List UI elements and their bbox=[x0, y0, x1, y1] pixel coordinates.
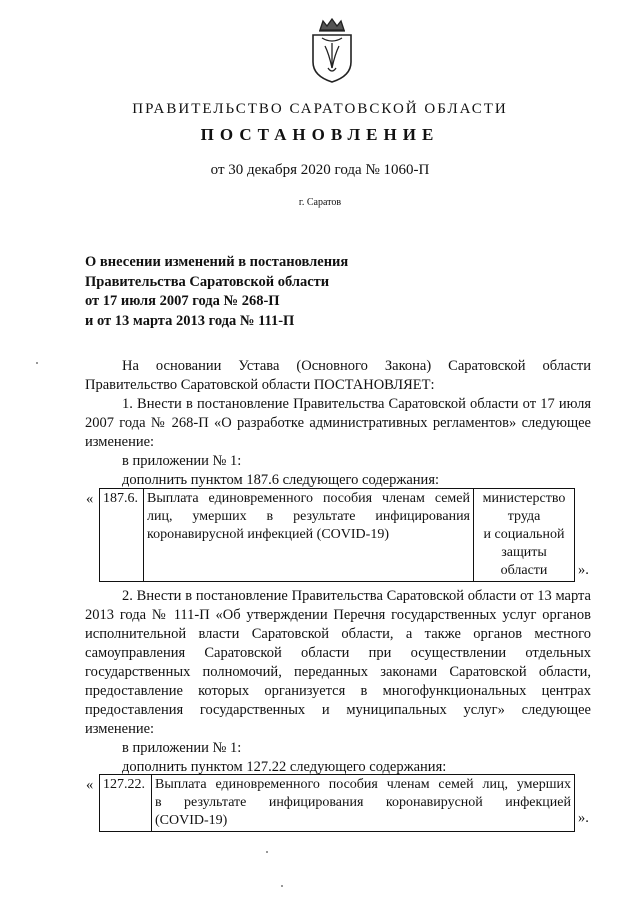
item2-line: 2. Внести в постановление Правительства Саратовской области от 13 марта bbox=[122, 588, 591, 604]
document-type: ПОСТАНОВЛЕНИЕ bbox=[200, 125, 440, 144]
coat-of-arms-emblem bbox=[305, 16, 359, 84]
item1-line: дополнить пунктом 187.6 следующего содержания: bbox=[122, 472, 440, 488]
date-and-number: от 30 декабря 2020 года № 1060-П bbox=[210, 162, 430, 178]
table-cell-service bbox=[152, 775, 575, 832]
item1-line: 1. Внести в постановление Правительства Саратовской области от 17 июля bbox=[122, 396, 591, 412]
scan-speck bbox=[266, 851, 268, 853]
open-quote: « bbox=[86, 777, 94, 793]
scan-speck bbox=[281, 885, 283, 887]
service-text-line: Выплата единовременного пособия членам семей bbox=[147, 491, 470, 506]
city-name: г. Саратов bbox=[298, 197, 342, 208]
org-line: труда bbox=[507, 509, 541, 524]
open-quote: « bbox=[86, 491, 94, 507]
service-text-line: в результате инфицирования коронавирусной инфекцией bbox=[155, 795, 571, 810]
item1-line: изменение: bbox=[85, 434, 155, 450]
item1-line: в приложении № 1: bbox=[122, 453, 242, 469]
item-number: 187.6. bbox=[103, 491, 138, 506]
item2-line: изменение: bbox=[85, 721, 155, 737]
service-text-line: коронавирусной инфекцией (COVID-19) bbox=[147, 527, 389, 542]
item2-line: в приложении № 1: bbox=[122, 740, 242, 756]
title-line: Правительства Саратовской области bbox=[85, 273, 330, 290]
scan-speck bbox=[36, 362, 38, 364]
close-quote: ». bbox=[578, 562, 589, 578]
item2-line: предоставление которых организуется в многофункциональных центрах bbox=[85, 683, 591, 699]
item2-line: дополнить пунктом 127.22 следующего содержания: bbox=[122, 759, 447, 775]
org-line: области bbox=[500, 563, 548, 578]
service-text-line: (COVID-19) bbox=[155, 813, 228, 828]
item2-line: государственных полномочий, переданных законами Саратовской области, bbox=[85, 664, 591, 680]
preamble-line: На основании Устава (Основного Закона) Саратовской области bbox=[122, 358, 591, 374]
table-cell-service bbox=[144, 489, 474, 582]
service-text-line: Выплата единовременного пособия членам семей лиц, умерших bbox=[155, 777, 571, 792]
item2-line: исполнительной власти Саратовской области, а также органов местного bbox=[85, 626, 591, 642]
table-cell-number bbox=[100, 489, 144, 582]
close-quote: ». bbox=[578, 810, 589, 826]
item2-line: 2013 года № 111-П «Об утверждении Перечня государственных услуг органов bbox=[85, 607, 591, 623]
title-line: О внесении изменений в постановления bbox=[85, 254, 349, 270]
insert-table-187 bbox=[99, 488, 575, 582]
org-line: и социальной bbox=[483, 527, 565, 542]
item-number: 127.22. bbox=[103, 777, 145, 792]
org-line: министерство bbox=[482, 491, 566, 506]
item2-line: предоставления государственных и муниципальных услуг» следующее bbox=[85, 702, 591, 718]
org-line: защиты bbox=[501, 545, 547, 560]
service-text-line: лиц, умерших в результате инфицирования bbox=[147, 509, 470, 524]
table-cell-organization bbox=[474, 489, 575, 582]
title-line: и от 13 марта 2013 года № 111-П bbox=[85, 312, 295, 329]
table-cell-number bbox=[100, 775, 152, 832]
preamble-line: Правительство Саратовской области ПОСТАНОВЛЯЕТ: bbox=[85, 377, 435, 393]
insert-table-127 bbox=[99, 774, 575, 832]
decree-title bbox=[85, 253, 348, 331]
title-line: от 17 июля 2007 года № 268-П bbox=[85, 293, 280, 309]
item1-line: 2007 года № 268-П «О разработке административных регламентов» следующее bbox=[85, 415, 591, 431]
government-name: ПРАВИТЕЛЬСТВО САРАТОВСКОЙ ОБЛАСТИ bbox=[132, 101, 508, 117]
item2-line: самоуправления Саратовской области при осуществлении отдельных bbox=[85, 645, 591, 661]
